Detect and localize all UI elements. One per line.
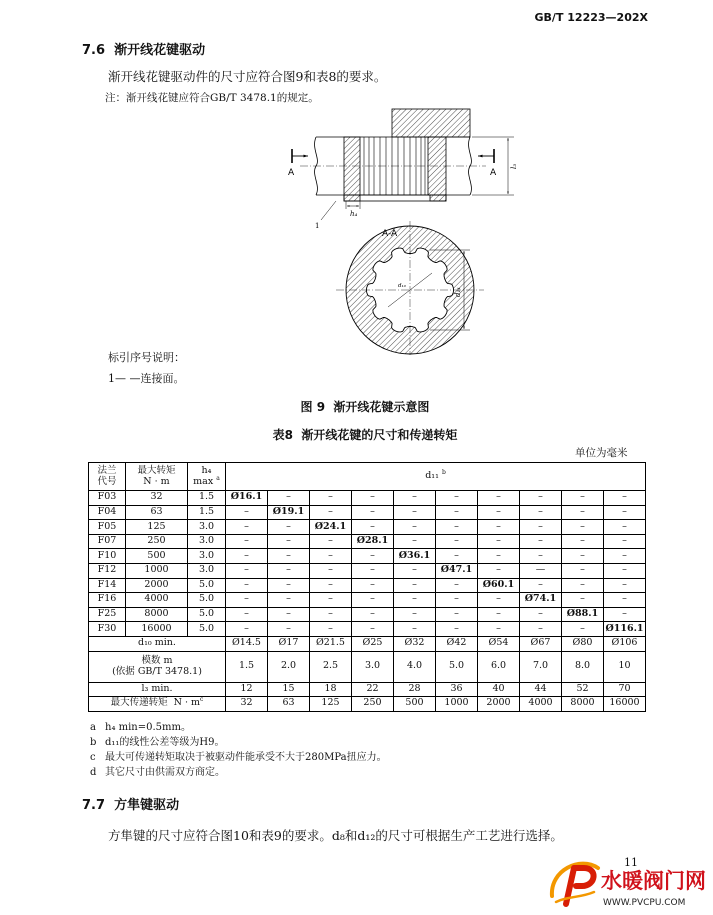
cell-summary-value: 2000	[478, 697, 520, 712]
cell-summary-value: 5.0	[436, 651, 478, 682]
cell-summary-value: Ø42	[436, 636, 478, 651]
cell-d11: –	[478, 491, 520, 506]
footnote-text: d₁₁的线性公差等级为H9。	[105, 737, 225, 748]
cell-summary-value: 2.0	[268, 651, 310, 682]
cell-d11: –	[352, 622, 394, 637]
standard-number: GB/T 12223—202X	[534, 11, 648, 24]
cell-summary-value: 6.0	[478, 651, 520, 682]
cell-d11: Ø28.1	[352, 534, 394, 549]
legend-item-1: 1— —连接面。	[108, 372, 185, 385]
cell-d11: –	[436, 491, 478, 506]
cell-summary-value: 36	[436, 682, 478, 697]
section-7-7-heading: 7.7 方隼键驱动	[82, 798, 180, 813]
cell-flange-code: F12	[89, 563, 126, 578]
item-1-label: 1	[315, 222, 320, 230]
cell-d11: –	[562, 520, 604, 535]
cell-d11: Ø47.1	[436, 563, 478, 578]
cell-summary-value: 63	[268, 697, 310, 712]
cell-d11: –	[562, 505, 604, 520]
cell-summary-value: Ø17	[268, 636, 310, 651]
cell-summary-value: 28	[394, 682, 436, 697]
cell-d11: –	[310, 622, 352, 637]
cell-summary-value: 8000	[562, 697, 604, 712]
cell-max-torque: 63	[126, 505, 188, 520]
cell-d11: –	[604, 607, 646, 622]
cell-d11: –	[310, 491, 352, 506]
cell-d11: Ø16.1	[226, 491, 268, 506]
section-7-7-body: 方隼键的尺寸应符合图10和表9的要求。d₈和d₁₂的尺寸可根据生产工艺进行选择。	[108, 828, 563, 843]
cell-d11: –	[310, 607, 352, 622]
header-h4-max: h₄ max $^a$	[188, 463, 226, 491]
cell-h4-max: 5.0	[188, 578, 226, 593]
cell-d11: –	[478, 607, 520, 622]
cell-summary-value: 125	[310, 697, 352, 712]
section-label-right: A	[490, 168, 497, 178]
cell-summary-value: 4000	[520, 697, 562, 712]
table-8-caption: 表8 渐开线花键的尺寸和传递转矩	[272, 428, 458, 442]
cell-summary-value: 1000	[436, 697, 478, 712]
summary-label-line: (依据 GB/T 3478.1)	[112, 665, 202, 677]
cell-d11: –	[478, 593, 520, 608]
header-d11: d₁₁ $^b$	[226, 463, 646, 491]
header-flange-code: 法兰 代号	[89, 463, 126, 491]
cell-d11: –	[394, 578, 436, 593]
cell-max-torque: 16000	[126, 622, 188, 637]
section-7-6-heading: 7.6 渐开线花键驱动	[82, 43, 206, 58]
cell-h4-max: 1.5	[188, 491, 226, 506]
table-row-F14	[89, 578, 646, 593]
footnote-mark: a	[90, 722, 96, 733]
cell-summary-label	[89, 697, 226, 712]
table-row-F03	[89, 491, 646, 506]
cell-summary-value: 22	[352, 682, 394, 697]
cell-d11: –	[394, 607, 436, 622]
cell-summary-value: Ø32	[394, 636, 436, 651]
cell-summary-value: Ø67	[520, 636, 562, 651]
watermark-logo-icon	[546, 852, 602, 910]
cell-d11: –	[604, 534, 646, 549]
cell-d11: –	[352, 578, 394, 593]
cell-summary-value: 12	[226, 682, 268, 697]
footnote-text: 最大可传递转矩取决于被驱动件能承受不大于280MPa扭应力。	[105, 752, 387, 763]
legend-title: 标引序号说明：	[108, 351, 185, 364]
cell-d11: –	[394, 622, 436, 637]
table-row-F16	[89, 593, 646, 608]
cell-d11: –	[226, 534, 268, 549]
cell-summary-value: 500	[394, 697, 436, 712]
cell-summary-label	[89, 682, 226, 697]
cell-d11: –	[394, 491, 436, 506]
dimension-d11-label: d₁₁	[454, 286, 462, 297]
page-number: 11	[624, 856, 638, 869]
cell-d11: –	[478, 534, 520, 549]
cell-d11: –	[226, 607, 268, 622]
cell-d11: –	[226, 505, 268, 520]
cell-h4-max: 3.0	[188, 534, 226, 549]
cell-summary-value: 44	[520, 682, 562, 697]
footnote-mark: b	[90, 737, 97, 748]
cell-summary-value: 7.0	[520, 651, 562, 682]
cell-d11: –	[478, 622, 520, 637]
cell-d11: –	[436, 607, 478, 622]
cell-d11: –	[436, 520, 478, 535]
table-row-F30	[89, 622, 646, 637]
cell-d11: –	[520, 549, 562, 564]
footnote-mark: c	[90, 752, 96, 763]
cell-d11: –	[520, 607, 562, 622]
cell-flange-code: F04	[89, 505, 126, 520]
cell-d11: –	[226, 520, 268, 535]
cell-d11: –	[604, 520, 646, 535]
cell-summary-value: 32	[226, 697, 268, 712]
dimension-l3	[472, 137, 514, 195]
cell-d11: –	[352, 505, 394, 520]
cell-d11: –	[268, 520, 310, 535]
cell-max-torque: 250	[126, 534, 188, 549]
cell-d11: –	[604, 505, 646, 520]
cell-flange-code: F05	[89, 520, 126, 535]
table-summary-row	[89, 636, 646, 651]
cell-flange-code: F14	[89, 578, 126, 593]
cell-d11: –	[604, 491, 646, 506]
cell-d11: –	[310, 534, 352, 549]
cell-d11: –	[226, 549, 268, 564]
cell-h4-max: 5.0	[188, 607, 226, 622]
cell-d11: Ø60.1	[478, 578, 520, 593]
cell-d11: –	[268, 622, 310, 637]
cell-summary-value: 2.5	[310, 651, 352, 682]
cell-d11: –	[520, 622, 562, 637]
cell-d11: –	[562, 549, 604, 564]
cell-d11: –	[394, 593, 436, 608]
cell-max-torque: 4000	[126, 593, 188, 608]
cell-summary-value: 10	[604, 651, 646, 682]
cell-flange-code: F03	[89, 491, 126, 506]
cell-summary-value: 16000	[604, 697, 646, 712]
cell-d11: –	[268, 607, 310, 622]
cell-summary-value: 52	[562, 682, 604, 697]
cell-d11: –	[520, 578, 562, 593]
cell-max-torque: 500	[126, 549, 188, 564]
cell-d11: –	[436, 549, 478, 564]
cell-max-torque: 2000	[126, 578, 188, 593]
cell-summary-value: 8.0	[562, 651, 604, 682]
table-header-row	[89, 463, 646, 491]
figure-9-diagram	[280, 105, 540, 355]
cell-summary-value: Ø25	[352, 636, 394, 651]
cell-d11: Ø74.1	[520, 593, 562, 608]
cell-summary-value: 18	[310, 682, 352, 697]
footnote-text: h₄ min=0.5mm。	[105, 722, 191, 733]
cell-d11: –	[310, 578, 352, 593]
cell-flange-code: F07	[89, 534, 126, 549]
cell-d11: –	[268, 549, 310, 564]
cell-d11: –	[352, 593, 394, 608]
dimension-l3-label: l₃	[510, 163, 518, 169]
cell-d11: –	[478, 563, 520, 578]
footnote-marker: c	[200, 696, 204, 704]
cell-d11: –	[268, 578, 310, 593]
cell-d11: –	[436, 578, 478, 593]
cell-h4-max: 5.0	[188, 593, 226, 608]
item-1-leader	[321, 201, 336, 220]
cell-summary-value: 4.0	[394, 651, 436, 682]
cell-d11: –	[604, 593, 646, 608]
table-8	[88, 462, 646, 712]
cell-summary-value: 70	[604, 682, 646, 697]
table-row-F07	[89, 534, 646, 549]
cell-d11: –	[310, 593, 352, 608]
table-row-F10	[89, 549, 646, 564]
cell-d11: –	[310, 505, 352, 520]
table-8-unit: 单位为毫米	[575, 447, 628, 459]
cell-summary-value: Ø106	[604, 636, 646, 651]
cell-h4-max: 3.0	[188, 563, 226, 578]
cell-d11: –	[520, 520, 562, 535]
cell-summary-value: 40	[478, 682, 520, 697]
cell-d11: –	[478, 549, 520, 564]
cell-summary-value: 250	[352, 697, 394, 712]
cell-summary-value: Ø54	[478, 636, 520, 651]
watermark-site-name: 水暖阀门网	[601, 869, 706, 893]
cell-d11: –	[478, 505, 520, 520]
cell-d11: –	[394, 534, 436, 549]
cell-d11: –	[352, 607, 394, 622]
cell-d11: –	[520, 505, 562, 520]
cell-d11: –	[226, 593, 268, 608]
cell-d11: –	[562, 593, 604, 608]
cell-d11: –	[226, 563, 268, 578]
cell-d11: —	[520, 563, 562, 578]
cell-d11: –	[268, 491, 310, 506]
cell-d11: –	[436, 505, 478, 520]
cell-d11: –	[520, 491, 562, 506]
summary-label-line: 最大传递转矩 N · m	[110, 697, 201, 709]
table-row-F04	[89, 505, 646, 520]
cell-d11: –	[352, 549, 394, 564]
cell-summary-value: 1.5	[226, 651, 268, 682]
cell-d11: –	[268, 593, 310, 608]
cell-h4-max: 1.5	[188, 505, 226, 520]
cell-d11: –	[310, 563, 352, 578]
cell-d11: –	[604, 549, 646, 564]
table-row-F25	[89, 607, 646, 622]
cell-summary-value: Ø80	[562, 636, 604, 651]
cell-d11: –	[562, 622, 604, 637]
cell-d11: –	[604, 563, 646, 578]
table-8-body	[89, 491, 646, 712]
cell-summary-value: 3.0	[352, 651, 394, 682]
table-summary-row	[89, 682, 646, 697]
section-7-6-note: 注：渐开线花键应符合GB/T 3478.1的规定。	[105, 92, 319, 104]
cell-summary-value: 15	[268, 682, 310, 697]
footnote-mark: d	[90, 767, 97, 778]
hub-section	[392, 109, 470, 137]
cell-max-torque: 32	[126, 491, 188, 506]
cell-d11: –	[520, 534, 562, 549]
cell-d11: –	[352, 563, 394, 578]
table-row-F05	[89, 520, 646, 535]
watermark-site-url: WWW.PVCPU.COM	[603, 898, 686, 908]
cell-d11: –	[268, 563, 310, 578]
cell-d11: –	[562, 534, 604, 549]
cell-d11: –	[226, 622, 268, 637]
cell-flange-code: F25	[89, 607, 126, 622]
cell-flange-code: F10	[89, 549, 126, 564]
table-summary-row	[89, 651, 646, 682]
cell-max-torque: 125	[126, 520, 188, 535]
cell-d11: –	[268, 534, 310, 549]
section-label-left: A	[288, 168, 295, 178]
cell-flange-code: F30	[89, 622, 126, 637]
cell-d11: –	[310, 549, 352, 564]
cell-d11: –	[436, 593, 478, 608]
cell-d11: –	[604, 578, 646, 593]
summary-label-line: l₃ min.	[141, 682, 173, 694]
cell-d11: –	[394, 505, 436, 520]
figure-9-caption: 图 9 渐开线花键示意图	[300, 400, 430, 414]
summary-label-line: d₁₀ min.	[138, 637, 176, 649]
cell-d11: –	[562, 563, 604, 578]
table-summary-row	[89, 697, 646, 712]
cell-d11: –	[562, 491, 604, 506]
cell-h4-max: 3.0	[188, 520, 226, 535]
cell-max-torque: 8000	[126, 607, 188, 622]
cell-d11: –	[352, 491, 394, 506]
dimension-d10-label: d₁₀	[398, 283, 406, 289]
cell-d11: –	[394, 520, 436, 535]
table-row-F12	[89, 563, 646, 578]
cell-d11: –	[562, 578, 604, 593]
dimension-h4	[346, 201, 360, 209]
cell-summary-label	[89, 651, 226, 682]
cell-d11: Ø88.1	[562, 607, 604, 622]
cell-h4-max: 3.0	[188, 549, 226, 564]
cell-flange-code: F16	[89, 593, 126, 608]
cell-max-torque: 1000	[126, 563, 188, 578]
cell-h4-max: 5.0	[188, 622, 226, 637]
header-max-torque: 最大转矩 N · m	[126, 463, 188, 491]
cell-d11: –	[436, 622, 478, 637]
cell-d11: –	[478, 520, 520, 535]
section-7-6-body: 渐开线花键驱动件的尺寸应符合图9和表8的要求。	[108, 69, 387, 84]
cell-summary-value: Ø21.5	[310, 636, 352, 651]
cell-d11: –	[352, 520, 394, 535]
cell-d11: –	[436, 534, 478, 549]
cell-d11: Ø24.1	[310, 520, 352, 535]
summary-label-line: 模数 m	[141, 654, 173, 666]
cell-d11: –	[394, 563, 436, 578]
cell-d11: Ø116.1	[604, 622, 646, 637]
cell-d11: Ø19.1	[268, 505, 310, 520]
side-section-view	[300, 109, 486, 201]
footnote-text: 其它尺寸由供需双方商定。	[105, 767, 225, 778]
cell-summary-label	[89, 636, 226, 651]
dimension-h4-label: h₄	[350, 210, 358, 218]
cell-d11: Ø36.1	[394, 549, 436, 564]
cell-d11: –	[226, 578, 268, 593]
cell-summary-value: Ø14.5	[226, 636, 268, 651]
